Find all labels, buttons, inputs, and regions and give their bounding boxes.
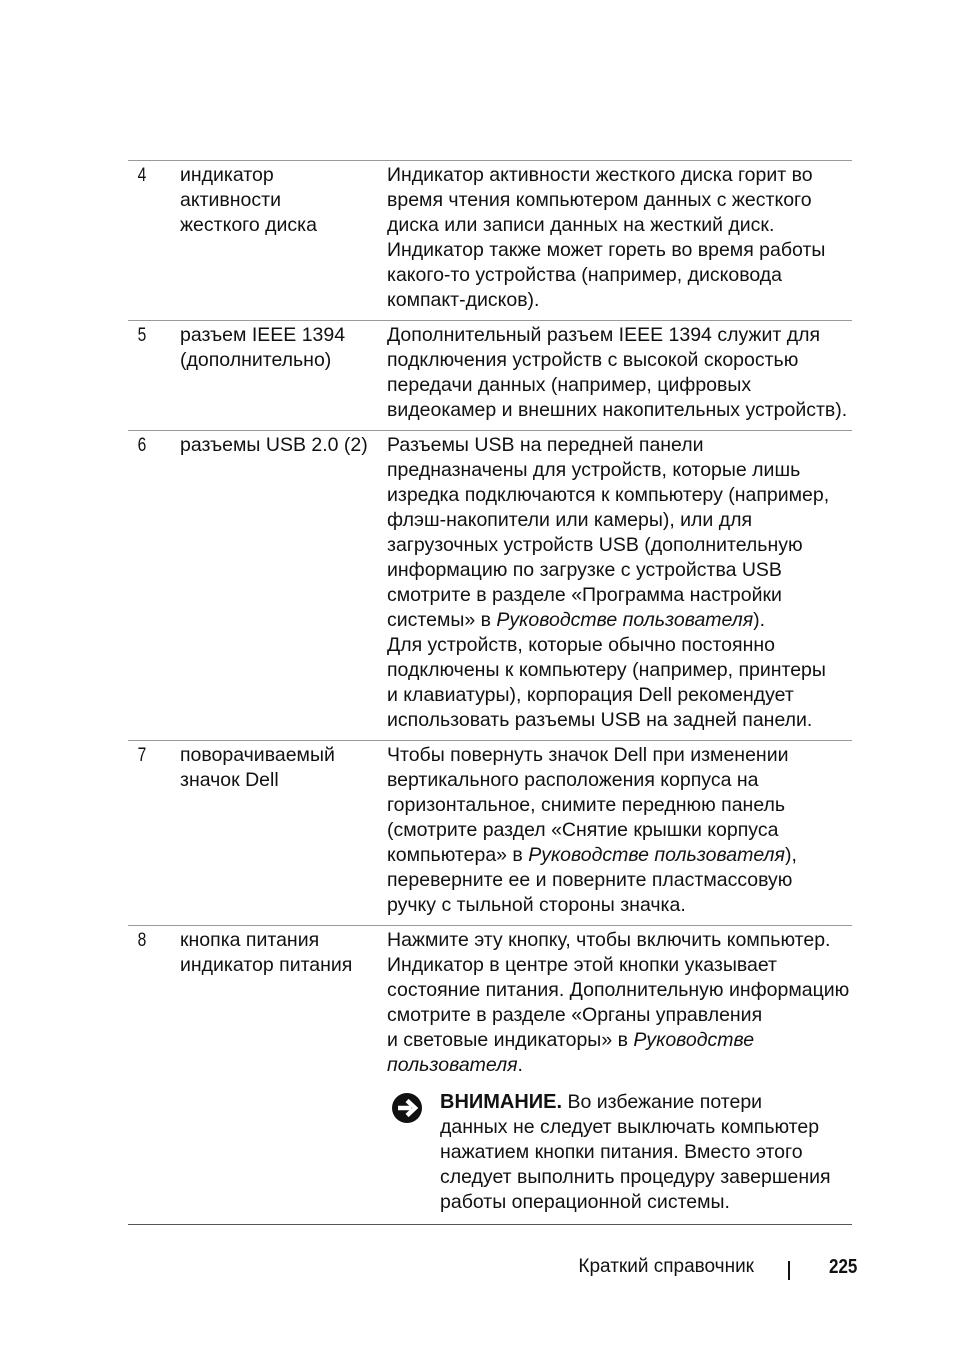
row-number: 8: [137, 929, 147, 951]
component-description: Чтобы повернуть значок Dell при изменении вертикального расположения корпуса на горизонтальное, снимите переднюю панель (смотрите раздел «Снятие крышки корпуса компьютера» в Руководстве пользователя), переверните ее и поверните пластмассовую ручку с тыльной стороны значка.: [387, 744, 797, 916]
user-guide-reference: Руководстве пользователя: [496, 609, 754, 631]
component-description: Дополнительный разъем IEEE 1394 служит для подключения устройств с высокой скоростью передачи данных (например, цифровых видеокамер и внешних накопительных устройств).: [387, 324, 848, 421]
user-guide-reference: Руководстве пользователя: [528, 844, 785, 866]
front-panel-spec-table: [128, 160, 852, 1225]
component-name: поворачиваемый значок Dell: [180, 744, 335, 791]
component-name: кнопка питания индикатор питания: [180, 929, 353, 976]
component-description: Индикатор активности жесткого диска горит во время чтения компьютером данных с жесткого диска или записи данных на жесткий диск. Индикатор также может гореть во время работы какого-то устройства (например, дисковода компакт-дисков).: [387, 164, 826, 311]
footer-section-title: Краткий справочник: [578, 1256, 754, 1277]
spec-table-container: [128, 160, 852, 1225]
row-number: 5: [137, 324, 147, 346]
component-description: Разъемы USB на передней панели предназначены для устройств, которые лишь изредка подключаются к компьютеру (например, флэш-накопители или камеры), или для загрузочных устройств USB (дополнительную информацию по загрузке с устройства USB смотрите в разделе «Программа настройки системы» в Руководстве пользователя). Для устройств, которые обычно постоянно подключены к компьютеру (например, принтеры и клавиатуры), корпорация Dell рекомендует использовать разъемы USB на задней панели.: [387, 434, 830, 731]
user-guide-reference: Руководстве: [633, 1029, 755, 1051]
user-guide-reference: пользователя: [387, 1054, 518, 1076]
component-description: Нажмите эту кнопку, чтобы включить компьютер. Индикатор в центре этой кнопки указывает состояние питания. Дополнительную информацию смотрите в разделе «Органы управления и световые индикаторы» в Руководстве пользователя. ВНИМАНИЕ. Во избежание потери данных не следует выключать компьютер нажатием кнопки питания. Вместо этого следует выполнить процедуру завершения работы операционной системы.: [387, 926, 852, 1225]
notice-icon: [391, 1092, 423, 1124]
page-number: 225: [829, 1256, 858, 1278]
component-name: разъем IEEE 1394 (дополнительно): [180, 324, 346, 371]
table-row: [128, 741, 852, 926]
table-row: [128, 431, 852, 741]
page-footer: [0, 1256, 954, 1282]
table-row: [128, 161, 852, 321]
notice-box: ВНИМАНИЕ. Во избежание потери данных не следует выключать компьютер нажатием кнопки питания. Вместо этого следует выполнить процедуру завершения работы операционной системы.: [387, 1090, 852, 1215]
table-row: [128, 926, 852, 1225]
row-number: 4: [137, 164, 147, 186]
footer-divider: [788, 1261, 790, 1280]
component-name: индикатор активности жесткого диска: [180, 164, 317, 236]
notice-title: ВНИМАНИЕ.: [440, 1091, 563, 1113]
row-number: 6: [137, 434, 147, 456]
component-name: разъемы USB 2.0 (2): [180, 434, 368, 456]
row-number: 7: [137, 744, 147, 766]
table-row: [128, 321, 852, 431]
